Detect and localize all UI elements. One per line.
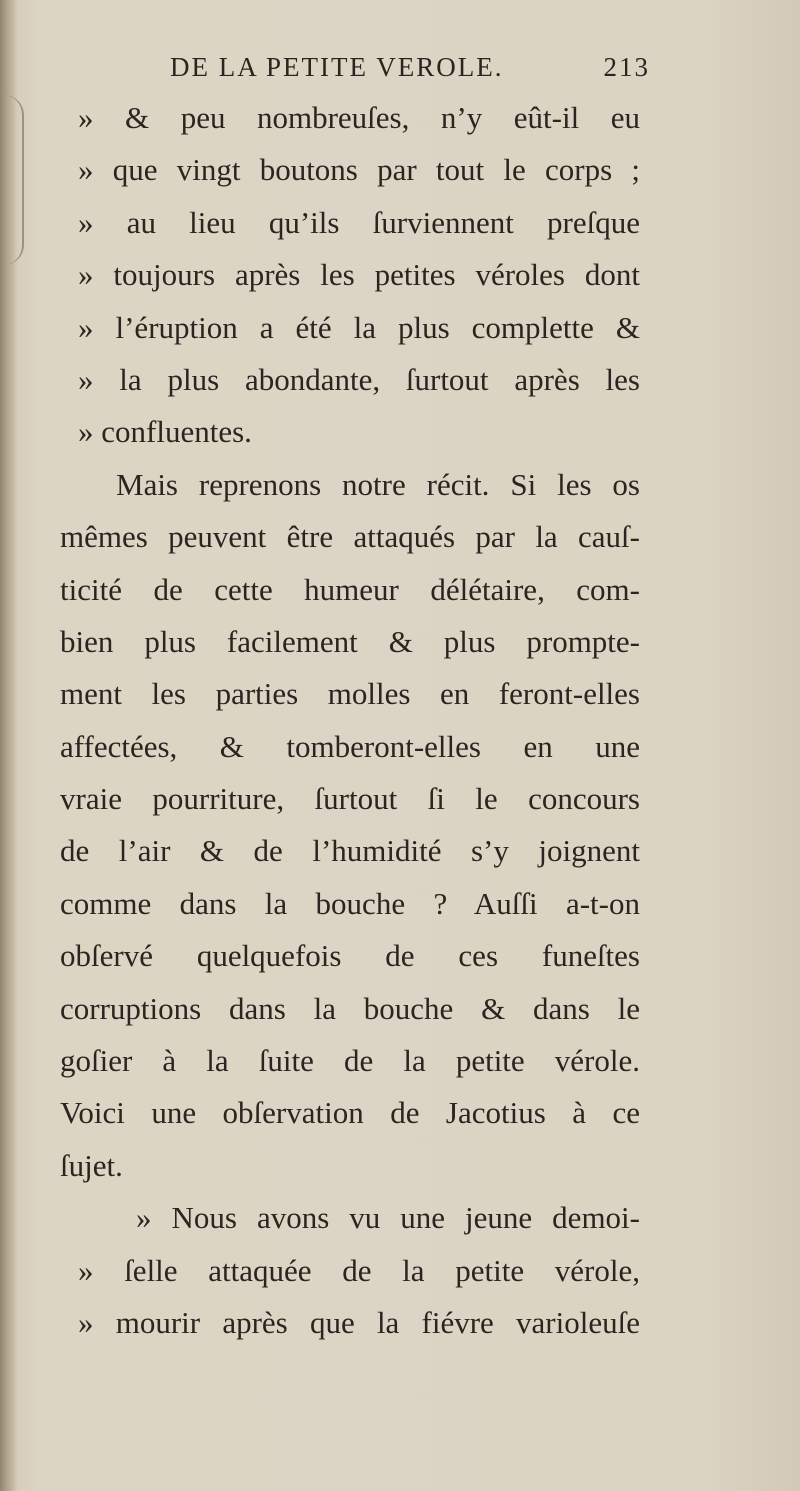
text-line: vraie pourriture, ſurtout ſi le concours xyxy=(60,781,640,817)
text-line: » & peu nombreuſes, n’y eût-il eu xyxy=(78,100,640,135)
text-line: mêmes peuvent être attaqués par la cauſ- xyxy=(60,519,640,555)
text-line: » toujours après les petites véroles dont xyxy=(78,257,640,293)
text-line: goſier à la ſuite de la petite vérole. xyxy=(60,1043,640,1079)
text-line: » confluentes. xyxy=(78,414,252,450)
text-line: ment les parties molles en feront-elles xyxy=(60,676,640,712)
text-line: comme dans la bouche ? Auſſi a-t-on xyxy=(60,885,640,921)
body-text xyxy=(60,92,640,1349)
page-number: 213 xyxy=(603,52,650,82)
text-line: obſervé quelquefois de ces funeſtes xyxy=(60,938,640,974)
running-head xyxy=(170,52,650,88)
text-line: de l’air & de l’humidité s’y joignent xyxy=(60,833,640,869)
text-line: » au lieu qu’ils ſurviennent preſque xyxy=(78,204,640,240)
text-line: bien plus facilement & plus prompte- xyxy=(60,623,640,659)
running-head-title: DE LA PETITE VEROLE. xyxy=(170,52,504,82)
text-line: » Nous avons vu une jeune demoi- xyxy=(136,1200,640,1236)
text-line: » la plus abondante, ſurtout après les xyxy=(78,361,640,397)
text-line: » mourir après que la fiévre varioleuſe xyxy=(78,1304,640,1340)
text-line: Mais reprenons notre récit. Si les os xyxy=(116,466,640,502)
page-edge-curl xyxy=(0,95,24,265)
text-line: ſujet. xyxy=(60,1147,123,1183)
text-line: » que vingt boutons par tout le corps ; xyxy=(78,152,640,188)
text-line: » ſelle attaquée de la petite vérole, xyxy=(78,1252,640,1288)
text-line: corruptions dans la bouche & dans le xyxy=(60,990,640,1026)
text-line: » l’éruption a été la plus complette & xyxy=(78,309,640,345)
text-line: Voici une obſervation de Jacotius à ce xyxy=(60,1095,640,1131)
text-line: ticité de cette humeur délétaire, com- xyxy=(60,571,640,607)
text-line: affectées, & tomberont-elles en une xyxy=(60,728,640,764)
